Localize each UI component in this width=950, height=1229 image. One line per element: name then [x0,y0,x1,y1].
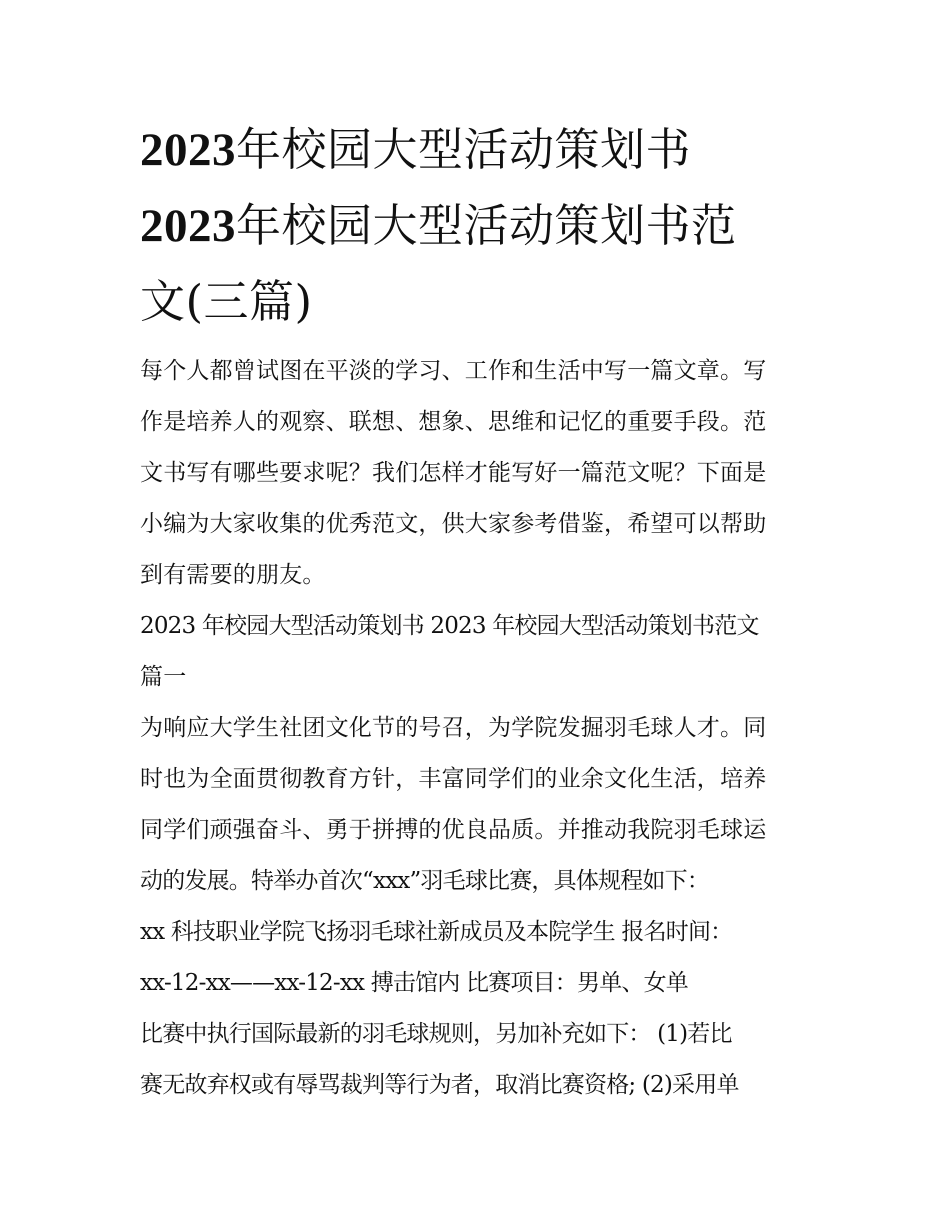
title-year: 2023 [140,124,236,176]
body-line: 文书写有哪些要求呢？我们怎样才能写好一篇范文呢？下面是 [140,460,767,486]
title-line [140,264,820,340]
body-line: 作是培养人的观察、联想、想象、思维和记忆的重要手段。范 [140,409,767,435]
body-line: 比赛中执行国际最新的羽毛球规则，另加补充如下： (1)若比 [140,1021,732,1047]
body-line: 时也为全面贯彻教育方针，丰富同学们的业余文化生活，培养 [140,766,767,792]
body-line: 到有需要的朋友。 [140,562,326,588]
document-title [140,112,820,340]
body-line: 赛无故弃权或有辱骂裁判等行为者，取消比赛资格; (2)采用单 [140,1072,739,1098]
document-content [140,112,820,1111]
title-year: 2023 [140,200,236,252]
title-text: 年校园大型活动策划书范 [236,199,737,252]
body-line: 每个人都曾试图在平淡的学习、工作和生活中写一篇文章。写 [140,358,767,384]
title-line [140,112,820,188]
body-line: 动的发展。特举办首次“xxx”羽毛球比赛，具体规程如下： [140,868,710,894]
document-body [140,346,820,1111]
body-line: xx-12-xx——xx-12-xx 搏击馆内 比赛项目：男单、女单 [140,970,689,996]
section-heading-line: 2023 年校园大型活动策划书 2023 年校园大型活动策划书范文 [140,613,759,639]
body-line: 同学们顽强奋斗、勇于拼搏的优良品质。并推动我院羽毛球运 [140,817,767,843]
body-line: xx 科技职业学院飞扬羽毛球社新成员及本院学生 报名时间： [140,919,733,945]
body-line: 小编为大家收集的优秀范文，供大家参考借鉴，希望可以帮助 [140,511,767,537]
section-heading-line: 篇一 [140,664,187,690]
title-text: 年校园大型活动策划书 [236,123,692,176]
title-text: 文(三篇) [140,275,313,328]
title-line [140,188,820,264]
body-line: 为响应大学生社团文化节的号召，为学院发掘羽毛球人才。同 [140,715,767,741]
